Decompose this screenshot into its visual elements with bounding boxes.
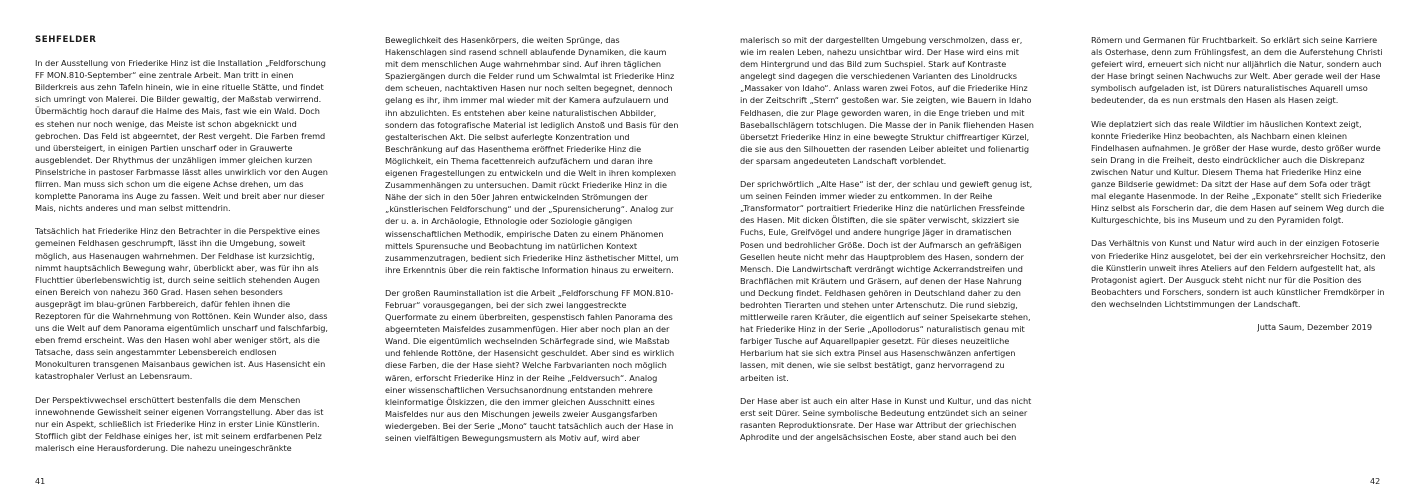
author-signature: Jutta Saum, Dezember 2019	[1257, 321, 1372, 332]
left-page-column-2	[385, 34, 680, 455]
page-number-left: 41	[35, 477, 46, 486]
right-page-column-1	[740, 34, 1035, 454]
paragraph: Der sprichwörtlich „Alte Hase“ ist der, der schlau und gewieft genug ist, um seinen Feinden immer wieder zu entkommen. In der Reihe „Transformator“ portraitiert Friederike Hinz die natürlichen Fressfeinde des Hasen. Mit dicken Ölstiften, die sie später verwischt, skizziert sie Fuchs, Eule, Greifvögel und andere hungrige Jäger in dramatischen Posen und bedrohlicher Größe. Doch ist der Aufmarsch an gefräßigen Gesellen heute nicht mehr das Hauptproblem des Hasen, sondern der Mensch. Die Landwirtschaft verdrängt wichtige Ackerrandstreifen und Brachflächen mit Kräutern und Gräsern, auf denen der Hase Nahrung und Deckung findet. Feldhasen gehören in Deutschland daher zu den bedrohten Tierarten und stehen unter Artenschutz. Die rund siebzig, mittlerweile raren Kräuter, die eigentlich auf seiner Speisekarte stehen, hat Friederike Hinz in der Serie „Apollodorus“ naturalistisch genau mit farbiger Tusche auf Aquarellpapier gesetzt. Für dieses neuzeitliche Herbarium hat sie sich extra Pinsel aus Hasenschwänzen anfertigen lassen, mit denen, wie sie selbst bestätigt, ganz hervorragend zu arbeiten ist.	[740, 179, 1033, 383]
paragraph: Der Perspektivwechsel erschüttert bestenfalls die dem Menschen innewohnende Gewissheit seiner eigenen Vorrangstellung. Aber das ist nur ein Aspekt, schließlich ist Friederike Hinz in erster Linie Künstlerin. Stofflich gibt der Feldhase einiges her, ist mit seinem erdfarbenen Pelz malerisch eine Herausforderung. Die nahezu uneingeschränkte	[35, 394, 324, 453]
paragraph: Der Hase aber ist auch ein alter Hase in Kunst und Kultur, und das nicht erst seit Dürer. Seine symbolische Bedeutung entzündet sich an seiner rasanten Reproduktionsrate. Der Hase war Attribut der griechischen Aphrodite und der angelsächsischen Eoste, aber stand auch bei den	[740, 395, 1032, 442]
paragraph: In der Ausstellung von Friederike Hinz ist die Installation „Feldforschung FF MON.810-September“ eine zentrale Arbeit. Man tritt in einen Bilderkreis aus zehn Tafeln hinein, wie in eine rituelle Stätte, und findet sich umringt von Malerei. Die Bilder gewaltig, der Maßstab verwirrend. Übermächtig hoch darauf die Halme des Mais, fast wie ein Wald. Doch es stehen nur noch wenige, das Meiste ist schon abgeknickt und gebrochen. Das Feld ist abgeerntet, der Rest vergeht. Die Farben fremd und übersteigert, in einigen Partien unscharf oder in Grauwerte ausgeblendet. Der Rhythmus der unzähligen immer gleichen kurzen Pinselstriche in pastoser Farbmasse lässt alles unwirklich vor den Augen flirren. Man muss sich schon um die eigene Achse drehen, um das komplette Panorama ins Auge zu fassen. Weit und breit aber nur dieser Mais, nichts anderes und man selbst mittendrin.	[35, 58, 328, 214]
paragraph: Römern und Germanen für Fruchtbarkeit. So erklärt sich seine Karriere als Osterhase, denn zum Frühlingsfest, an dem die Auferstehung Christi gefeiert wird, erneuert sich nicht nur alljährlich die Natur, sondern auch der Hase bringt seinen Nachwuchs zur Welt. Aber gerade weil der Hase symbolisch aufgeladen ist, ist Dürers naturalistisches Aquarell umso bedeutender, da es nun erstmals den Hasen als Hasen zeigt.	[1091, 35, 1383, 106]
paragraph: Wie deplatziert sich das reale Wildtier im häuslichen Kontext zeigt, konnte Friederike Hinz beobachten, als Nachbarn einen kleinen Findelhasen aufnahmen. Je größer der Hase wurde, desto größer wurde sein Drang in die Freiheit, desto eindrücklicher auch die Diskrepanz zwischen Natur und Kultur. Diesem Thema hat Friederike Hinz eine ganze Bildserie gewidmet: Da sitzt der Hase auf dem Sofa oder trägt mal elegante Hasenmode. In der Reihe „Exponate“ stellt sich Friederike Hinz selbst als Forscherin dar, die dem Hasen auf seinem Weg durch die Kulturgeschichte, bis ins Museum und zu den Pyramiden folgt.	[1091, 118, 1385, 226]
left-page-column-1	[35, 34, 330, 465]
paragraph: malerisch so mit der dargestellten Umgebung verschmolzen, dass er, wie im realen Leben, nahezu unsichtbar wird. Der Hase wird eins mit dem Hintergrund und das Bild zum Suchspiel. Stark auf Kontraste angelegt sind dagegen die verschiedenen Varianten des Linoldrucks „Massaker von Idaho“. Anlass waren zwei Fotos, auf die Friederike Hinz in der Zeitschrift „Stern“ gestoßen war. Sie zeigten, wie Bauern in Idaho Feldhasen, die zur Plage geworden waren, in die Enge trieben und mit Baseballschlägern totschlugen. Die Masse der in Panik fliehenden Hasen übersetzt Friederike Hinz in eine bewegte Struktur chiffreartiger Kürzel, die sie aus den Silhouetten der rasenden Leiber ableitet und folienartig der sparsam angedeuteten Landschaft vorblendet.	[740, 35, 1034, 166]
paragraph: Das Verhältnis von Kunst und Natur wird auch in der einzigen Fotoserie von Friederike Hinz ausgelotet, bei der ein verkehrsreicher Hochsitz, den die Künstlerin unweit ihres Ateliers auf den Feldern aufgestellt hat, als Protagonist agiert. Der Ausguck steht nicht nur für die Position des Beobachters und Forschers, sondern ist auch künstlicher Fremdkörper in den wechselnden Lichtstimmungen der Landschaft.	[1091, 238, 1386, 309]
paragraph: Der großen Rauminstallation ist die Arbeit „Feldforschung FF MON.810-Februar“ vorausgegangen, bei der sich zwei langgestreckte Querformate zu einem überbreiten, gespenstisch fahlen Panorama des abgeernteten Maisfeldes zusammenfügen. Hier aber noch plan an der Wand. Die eigentümlich wechselnden Schärfegrade sind, wie Maßstab und fehlende Rottöne, der Hasensicht geschuldet. Aber sind es wirklich diese Farben, die der Hase sieht? Welche Farbvarianten noch möglich wären, erforscht Friederike Hinz in der Reihe „Feldversuch“. Analog einer wissenschaftlichen Versuchsanordnung entstanden mehrere kleinformatige Ölskizzen, die den immer gleichen Ausschnitt eines Maisfeldes nur aus den Mischungen jeweils zweier Ausgangsfarben wiedergeben. Bei der Serie „Mono“ taucht tatsächlich auch der Hase in seinen vielfältigen Bewegungsmustern als Motiv auf, wird aber	[385, 287, 675, 443]
paragraph: Beweglichkeit des Hasenkörpers, die weiten Sprünge, das Hakenschlagen sind rasend schnell ablaufende Dynamiken, die kaum mit dem menschlichen Auge wahrnehmbar sind. Auf ihren täglichen Spaziergängen durch die Felder rund um Schwalmtal ist Friederike Hinz dem scheuen, nachtaktiven Hasen nur noch selten begegnet, dennoch gelang es ihr, ihm immer mal wieder mit der Kamera aufzulauern und ihn abzulichten. Es entstehen aber keine naturalistischen Abbilder, sondern das fotografische Material ist lediglich Anstoß und Basis für den gestalterischen Akt. Die selbst auferlegte Konzentration und Beschränkung auf das Hasenthema eröffnet Friederike Hinz die Möglichkeit, ein Thema facettenreich aufzufächern und daran ihre eigenen Fragestellungen zu entwickeln und die Welt in ihren komplexen Zusammenhängen zu untersuchen. Damit rückt Friederike Hinz in die Nähe der sich in den 50er Jahren entwickelnden Strömungen der „künstlerischen Feldforschung“ und der „Spurensicherung“. Analog zur der u. a. in Archäologie, Ethnologie oder Soziologie gängigen wissenschaftlichen Methodik, empirische Daten zu einem Phänomen mittels Spurensuche und Beobachtung im natürlichen Kontext zusammenzutragen, bedient sich Friederike Hinz ästhetischer Mittel, um ihre Erkenntnis über die rein faktische Information hinaus zu erweitern.	[385, 35, 679, 275]
paragraph: Tatsächlich hat Friederike Hinz den Betrachter in die Perspektive eines gemeinen Feldhasen geschrumpft, lässt ihn die Umgebung, soweit möglich, aus Hasenaugen wahrnehmen. Der Feldhase ist kurzsichtig, nimmt hauptsächlich Bewegung wahr, überblickt aber, was für ihn als Fluchttier überlebenswichtig ist, durch seine seitlich stehenden Augen einen Bereich von nahezu 360 Grad. Hasen sehen besonders ausgeprägt im blau-grünen Farbbereich, dafür fehlen ihnen die Rezeptoren für die Wahrnehmung von Rottönen. Kein Wunder also, dass uns die Welt auf dem Panorama eigentümlich unscharf und falschfarbig, eben fremd erscheint. Was den Hasen wohl aber weniger stört, als die Tatsache, dass sein angestammter Lebensbereich endlosen Monokulturen transgenen Maisanbaus gewichen ist. Aus Hasensicht ein katastrophaler Verlust an Lebensraum.	[35, 226, 328, 382]
right-page-column-2	[1091, 34, 1386, 344]
page-number-right: 42	[1370, 477, 1381, 486]
section-heading: SEHFELDER	[35, 35, 97, 45]
